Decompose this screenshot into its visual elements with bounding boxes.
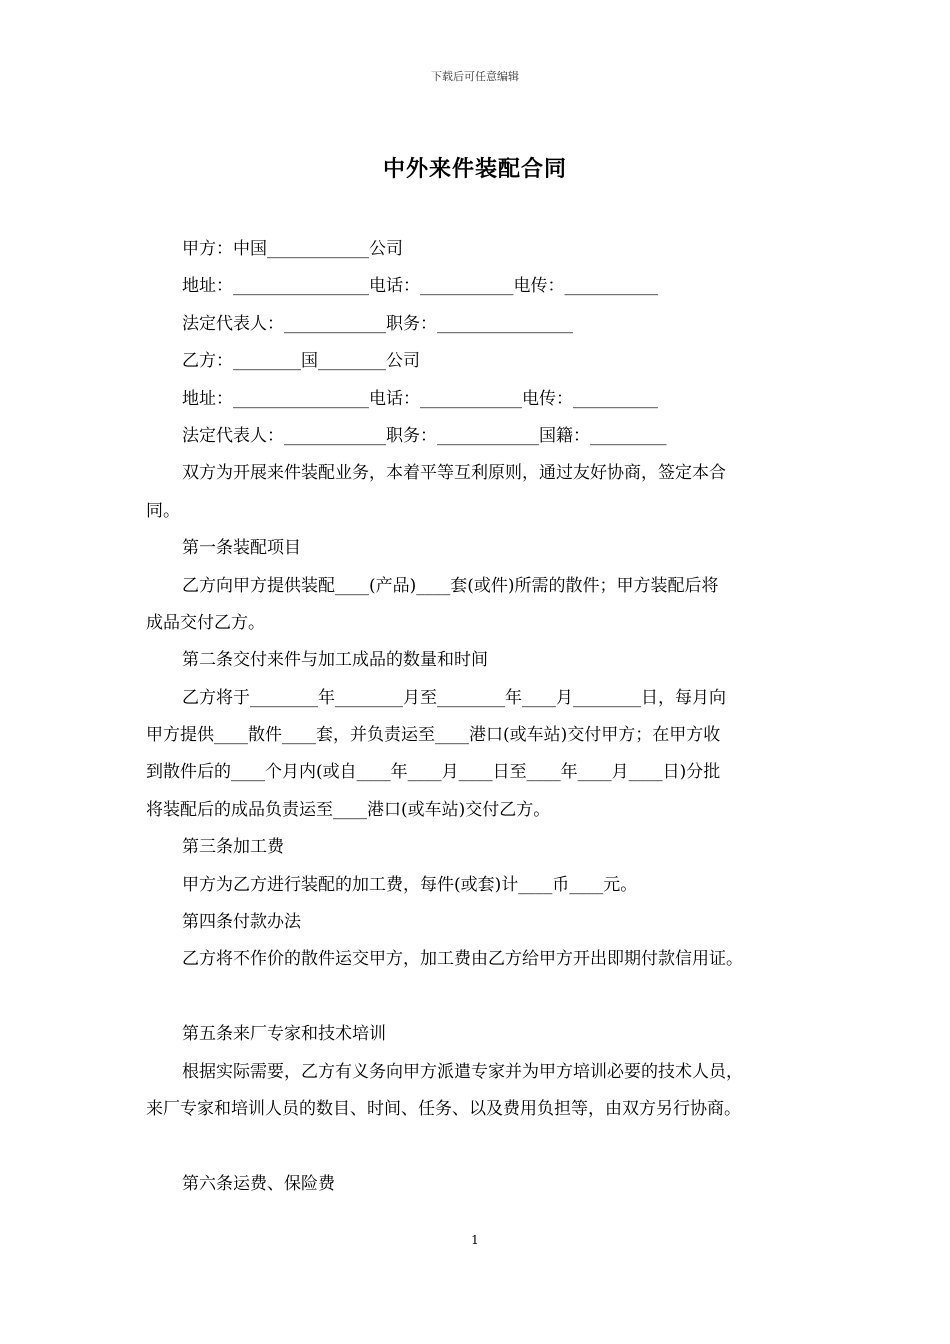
party-b-line: 乙方：________国________公司 bbox=[182, 351, 420, 372]
article-2-text-3: 到散件后的____个月内(或自____年____月____日至____年____月____日)分批 bbox=[146, 762, 721, 783]
article-1-text-2: 成品交付乙方。 bbox=[146, 612, 265, 633]
article-6-heading: 第六条运费、保险费 bbox=[182, 1173, 335, 1194]
article-3-heading: 第三条加工费 bbox=[182, 837, 284, 858]
party-a-line: 甲方：中国____________公司 bbox=[182, 239, 403, 259]
contract-title: 中外来件装配合同 bbox=[382, 156, 567, 182]
party-a-representative-line: 法定代表人：____________职务：________________ bbox=[182, 313, 573, 334]
preamble-line-1: 双方为开展来件装配业务，本着平等互利原则，通过友好协商，签定本合 bbox=[182, 463, 726, 484]
paragraph-gap bbox=[146, 979, 816, 1016]
contract-body bbox=[146, 231, 816, 1203]
article-4-heading: 第四条付款办法 bbox=[182, 912, 301, 933]
article-5-text-2: 来厂专家和培训人员的数目、时间、任务、以及费用负担等，由双方另行协商。 bbox=[146, 1098, 741, 1119]
article-2-text-1: 乙方将于________年________月至________年____月________日，每月向 bbox=[182, 687, 726, 708]
page-number: 1 bbox=[471, 1233, 479, 1247]
article-3-text: 甲方为乙方进行装配的加工费，每件(或套)计____币____元。 bbox=[182, 874, 638, 895]
article-2-heading: 第二条交付来件与加工成品的数量和时间 bbox=[182, 650, 488, 671]
article-5-text-1: 根据实际需要，乙方有义务向甲方派遣专家并为甲方培训必要的技术人员， bbox=[182, 1061, 743, 1082]
preamble-line-2: 同。 bbox=[146, 500, 180, 521]
article-1-heading: 第一条装配项目 bbox=[182, 538, 301, 559]
article-2-text-2: 甲方提供____散件____套，并负责运至____港口(或车站)交付甲方；在甲方收 bbox=[146, 725, 721, 746]
article-5-heading: 第五条来厂专家和技术培训 bbox=[182, 1024, 386, 1045]
party-b-representative-line: 法定代表人：____________职务：____________国籍：_________ bbox=[182, 425, 667, 446]
header-note: 下载后可任意编辑 bbox=[431, 70, 519, 83]
party-a-address-line: 地址：________________电话：___________电传：___________ bbox=[182, 276, 658, 297]
article-2-text-4: 将装配后的成品负责运至____港口(或车站)交付乙方。 bbox=[146, 799, 551, 820]
article-1-text-1: 乙方向甲方提供装配____(产品)____套(或件)所需的散件；甲方装配后将 bbox=[182, 575, 719, 596]
article-4-text: 乙方将不作价的散件运交甲方，加工费由乙方给甲方开出即期付款信用证。 bbox=[182, 949, 743, 970]
paragraph-gap bbox=[146, 1128, 816, 1165]
party-b-address-line: 地址：________________电话：____________电传：__________ bbox=[182, 388, 658, 409]
